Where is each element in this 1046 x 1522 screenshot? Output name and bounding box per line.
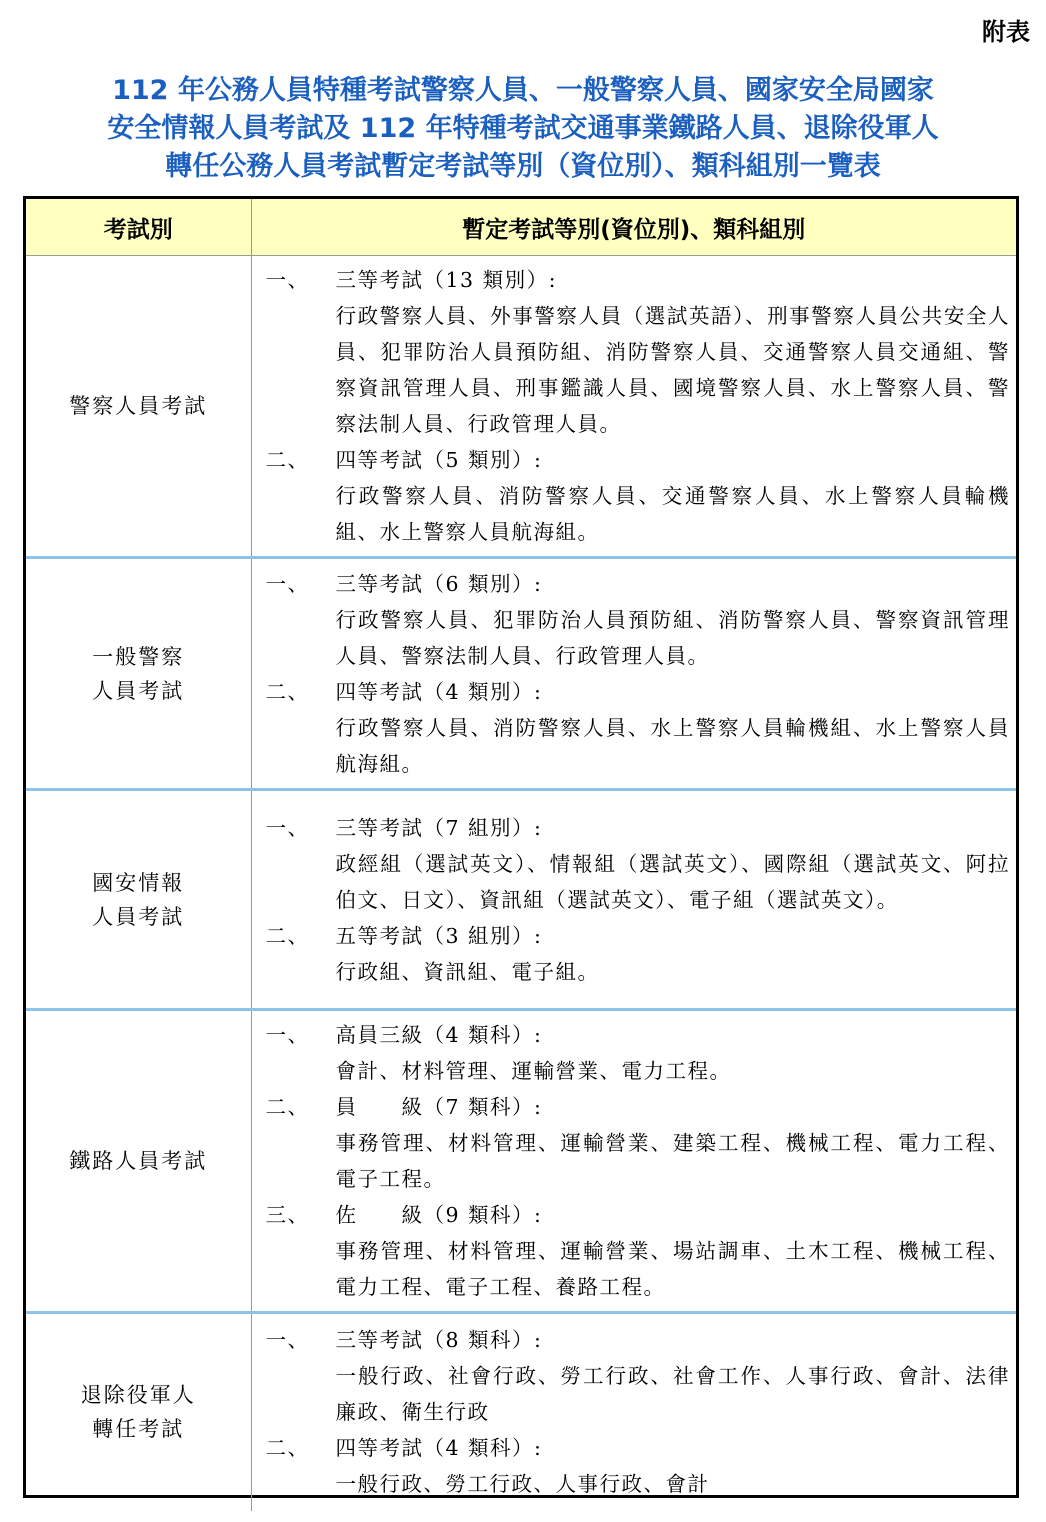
- table-row-national-security: [26, 790, 1016, 1010]
- level-number: 三、: [265, 1203, 310, 1227]
- level-number: 一、: [265, 1328, 310, 1353]
- exam-name-line-2: 人員考試: [92, 904, 185, 929]
- category-cell: [251, 1313, 1016, 1511]
- level-line: [252, 1089, 1017, 1125]
- exam-name: [26, 558, 251, 790]
- table-row-police: [26, 256, 1016, 558]
- level-name: 三等考試（6 類別）:: [335, 571, 543, 596]
- level-line: [252, 442, 1017, 478]
- title-line-3: 轉任公務人員考試暫定考試等別（資位別）、類科組別一覽表: [165, 151, 881, 182]
- exam-name: 警察人員考試: [26, 256, 251, 558]
- title-line-2: 安全情報人員考試及 112 年特種考試交通事業鐵路人員、退除役軍人: [107, 113, 939, 144]
- level-name: 四等考試（4 類科）:: [335, 1436, 543, 1461]
- level-line: [252, 1430, 1017, 1466]
- level-number: 一、: [265, 571, 310, 596]
- category-cell: [251, 256, 1016, 558]
- level-number: 一、: [265, 268, 310, 292]
- level-line: [252, 1322, 1017, 1358]
- category-items: 政經組（選試英文）、情報組（選試英文）、國際組（選試英文、阿拉伯文、日文）、資訊組（選試英文）、電子組（選試英文）。: [335, 851, 1010, 912]
- level-name: 高員三級（4 類科）:: [335, 1023, 543, 1047]
- level-line: [252, 1197, 1017, 1233]
- level-line: [252, 918, 1017, 954]
- exam-name-line-1: 退除役軍人: [80, 1383, 196, 1408]
- level-name: 三等考試（8 類科）:: [335, 1328, 543, 1353]
- category-items: 行政警察人員、消防警察人員、水上警察人員輪機組、水上警察人員航海組。: [335, 715, 1010, 776]
- category-items: 行政警察人員、外事警察人員（選試英語）、刑事警察人員公共安全人員、犯罪防治人員預防組、消防警察人員、交通警察人員交通組、警察資訊管理人員、刑事鑑識人員、國境警察人員、水上警察人員、警察法制人員、行政管理人員。: [335, 304, 1010, 436]
- exam-name-line-2: 轉任考試: [92, 1417, 185, 1442]
- level-number: 二、: [265, 448, 310, 472]
- level-line: [252, 262, 1017, 298]
- level-line: [252, 1017, 1017, 1053]
- category-items: 行政警察人員、犯罪防治人員預防組、消防警察人員、警察資訊管理人員、警察法制人員、行政管理人員。: [335, 607, 1010, 668]
- category-items: 一般行政、社會行政、勞工行政、社會工作、人事行政、會計、法律廉政、衛生行政: [335, 1364, 1010, 1425]
- exam-name-line-2: 人員考試: [92, 678, 185, 703]
- level-name: 四等考試（5 類別）:: [335, 448, 543, 472]
- level-number: 二、: [265, 1095, 310, 1119]
- document-title: [0, 72, 1046, 186]
- table-row-veterans: [26, 1313, 1016, 1511]
- level-number: 二、: [265, 923, 310, 948]
- level-name: 三等考試（7 組別）:: [335, 815, 543, 840]
- level-name: 員 級（7 類科）:: [335, 1095, 543, 1119]
- level-number: 二、: [265, 679, 310, 704]
- exam-name: [26, 790, 251, 1010]
- appendix-label: 附表: [982, 18, 1030, 46]
- table-row-railway: [26, 1010, 1016, 1313]
- level-line: [252, 810, 1017, 846]
- header-exam-type: 考試別: [26, 199, 251, 256]
- level-line: [252, 566, 1017, 602]
- category-cell: [251, 558, 1016, 790]
- level-number: 一、: [265, 815, 310, 840]
- category-items: 事務管理、材料管理、運輸營業、建築工程、機械工程、電力工程、電子工程。: [335, 1131, 1010, 1191]
- level-number: 一、: [265, 1023, 310, 1047]
- level-name: 三等考試（13 類別）:: [335, 268, 558, 292]
- header-categories: 暫定考試等別(資位別)、類科組別: [251, 199, 1016, 256]
- exam-name-line-1: 一般警察: [92, 644, 185, 669]
- category-items: 會計、材料管理、運輸營業、電力工程。: [335, 1059, 732, 1083]
- category-items: 一般行政、勞工行政、人事行政、會計: [335, 1472, 710, 1497]
- category-items: 行政警察人員、消防警察人員、交通警察人員、水上警察人員輪機組、水上警察人員航海組。: [335, 484, 1010, 544]
- exam-name: [26, 1313, 251, 1511]
- category-cell: [251, 1010, 1016, 1313]
- level-line: [252, 674, 1017, 710]
- level-name: 佐 級（9 類科）:: [335, 1203, 543, 1227]
- category-items: 行政組、資訊組、電子組。: [335, 959, 600, 984]
- table-row-general-police: [26, 558, 1016, 790]
- level-name: 五等考試（3 組別）:: [335, 923, 543, 948]
- category-items: 事務管理、材料管理、運輸營業、場站調車、土木工程、機械工程、電力工程、電子工程、養路工程。: [335, 1239, 1010, 1299]
- exam-name: 鐵路人員考試: [26, 1010, 251, 1313]
- level-number: 二、: [265, 1436, 310, 1461]
- level-name: 四等考試（4 類別）:: [335, 679, 543, 704]
- exam-name-line-1: 國安情報: [92, 870, 185, 895]
- title-line-1: 112 年公務人員特種考試警察人員、一般警察人員、國家安全局國家: [112, 75, 934, 106]
- category-cell: [251, 790, 1016, 1010]
- exam-table: [23, 196, 1019, 1498]
